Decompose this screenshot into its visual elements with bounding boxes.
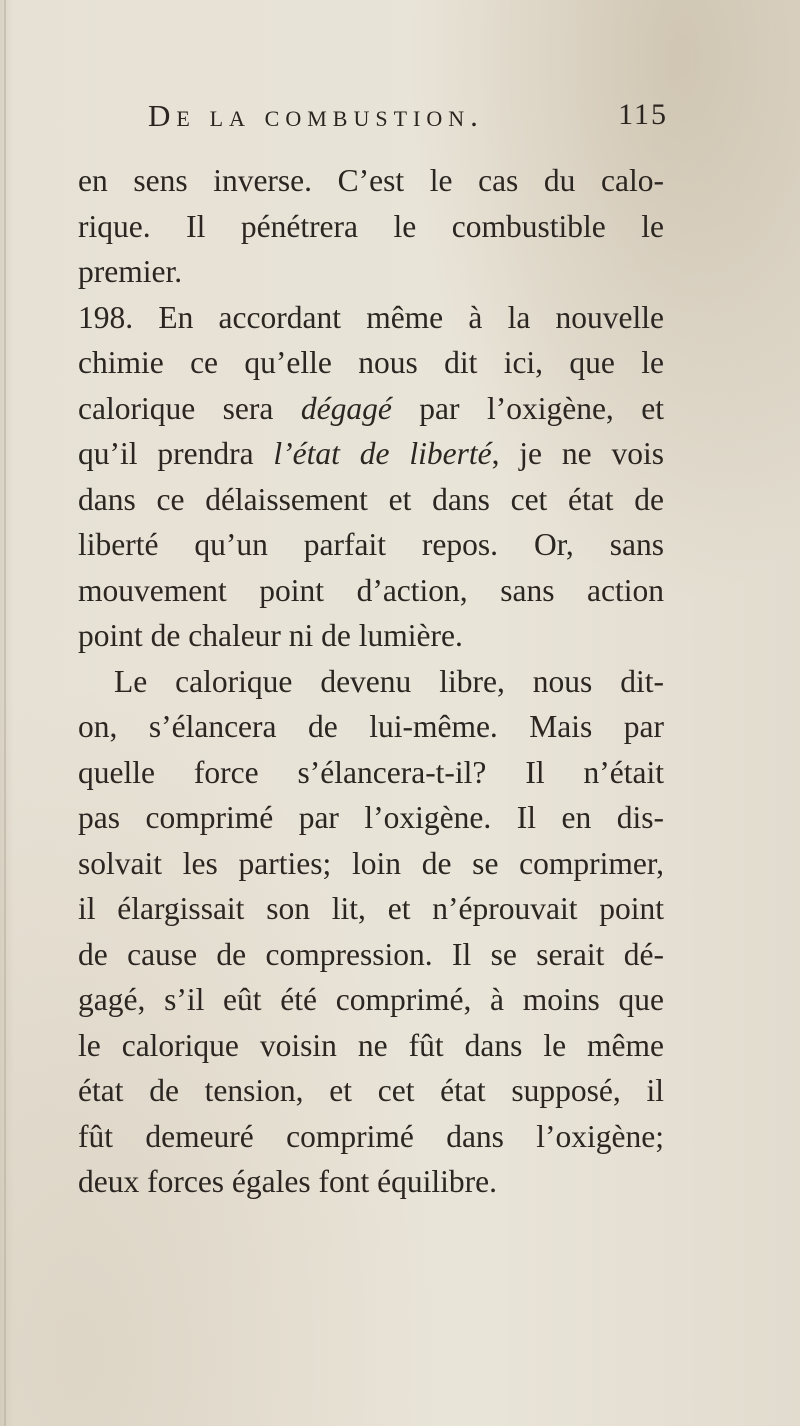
text-line	[78, 386, 664, 432]
text-line: quelle force s’élancera-t-il? Il n’était	[78, 754, 664, 790]
text-segment: , je ne vois	[491, 436, 664, 471]
text-line: liberté qu’un parfait repos. Or, sans	[78, 527, 664, 562]
text-line: dans ce délaissement et dans cet état de	[78, 481, 664, 517]
text-line: chimie ce qu’elle nous dit ici, que le	[78, 345, 664, 380]
text-line: on, s’élancera de lui-même. Mais par	[78, 709, 664, 744]
text-line: en sens inverse. C’est le cas du calo-	[78, 163, 664, 198]
page-gutter-edge	[4, 0, 6, 1426]
text-line: mouvement point d’action, sans action	[78, 572, 664, 608]
page-header	[148, 98, 668, 142]
text-line: le calorique voisin ne fût dans le même	[78, 1027, 664, 1063]
text-segment: par l’oxigène, et	[391, 390, 664, 426]
text-line: gagé, s’il eût été comprimé, à moins que	[78, 982, 664, 1017]
text-line: deux forces égales font équilibre.	[78, 1164, 497, 1199]
text-line: premier.	[78, 254, 183, 289]
italic-segment: dégagé	[300, 390, 392, 426]
text-line: pas comprimé par l’oxigène. Il en dis-	[78, 800, 664, 835]
text-segment: calorique sera	[78, 390, 301, 426]
text-line: de cause de compression. Il se serait dé-	[78, 936, 664, 972]
text-line: 198. En accordant même à la nouvelle	[78, 299, 664, 335]
text-line: solvait les parties; loin de se comprimer,	[78, 845, 664, 881]
italic-segment: l’état de liberté	[273, 436, 492, 471]
text-segment: qu’il prendra	[78, 436, 274, 471]
text-line: point de chaleur ni de lumière.	[78, 618, 463, 653]
text-line	[78, 431, 664, 477]
text-line: état de tension, et cet état supposé, il	[78, 1073, 664, 1108]
page-number: 115	[618, 98, 668, 131]
body-text	[78, 158, 664, 1205]
text-line: Le calorique devenu libre, nous dit-	[114, 663, 664, 699]
text-line: fût demeuré comprimé dans l’oxigène;	[78, 1118, 664, 1154]
text-line: rique. Il pénétrera le combustible le	[78, 208, 664, 244]
text-line: il élargissait son lit, et n’éprouvait point	[78, 891, 664, 926]
running-title: De la combustion.	[148, 98, 484, 133]
